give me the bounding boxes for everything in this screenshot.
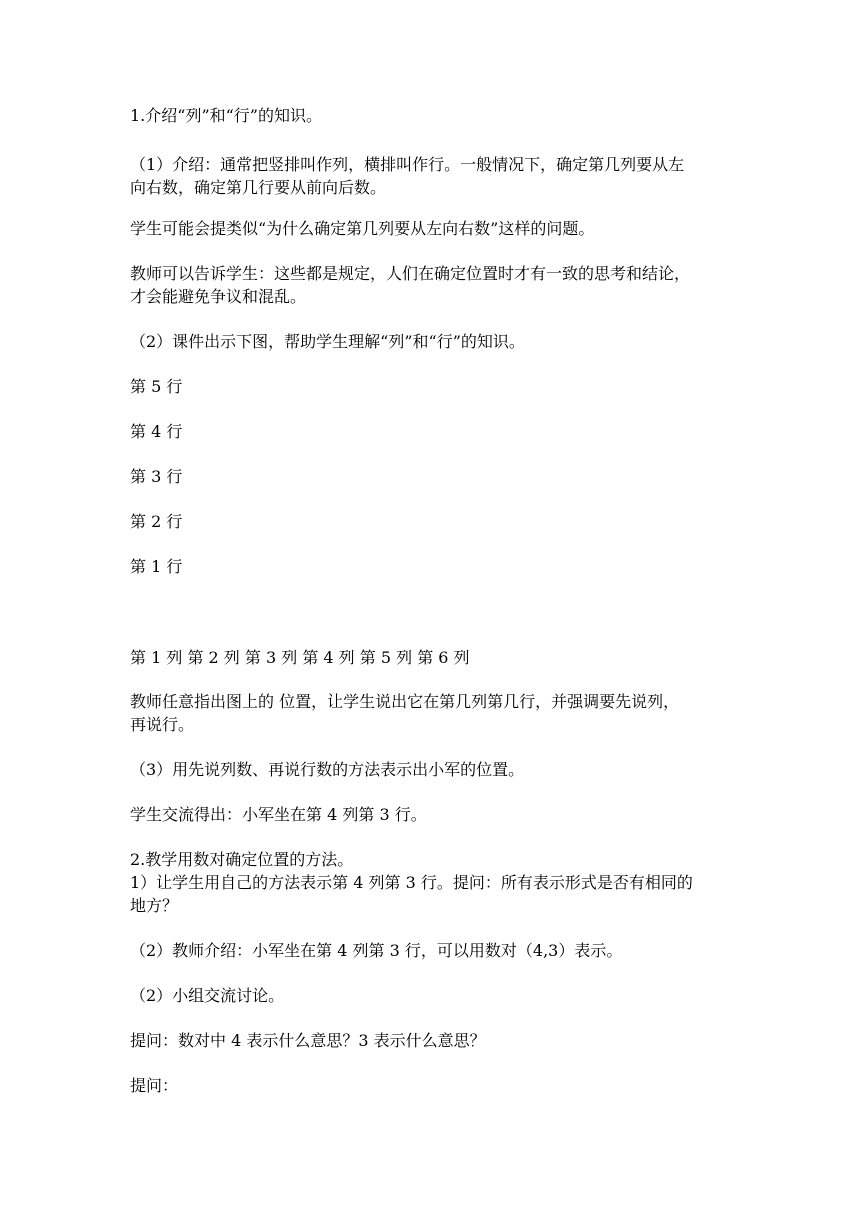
paragraph-student-answer: 学生交流得出：小军坐在第 4 列第 3 行。 (130, 805, 427, 824)
paragraph-own-method-line-1: 1）让学生用自己的方法表示第 4 列第 3 行。提问：所有表示形式是否有相同的 (130, 873, 693, 892)
row-label-4: 第 4 行 (130, 422, 183, 441)
paragraph-teacher-explain-line-1: 教师可以告诉学生：这些都是规定，人们在确定位置时才有一致的思考和结论， (130, 264, 691, 283)
paragraph-number-pair: （2）教师介绍：小军坐在第 4 列第 3 行，可以用数对（4,3）表示。 (130, 941, 623, 960)
paragraph-courseware: （2）课件出示下图，帮助学生理解“列”和“行”的知识。 (130, 332, 525, 351)
paragraph-own-method-line-2: 地方？ (130, 896, 179, 915)
paragraph-question-trailing: 提问： (130, 1076, 179, 1095)
section-2-title: 2.教学用数对确定位置的方法。 (130, 850, 354, 869)
paragraph-group-discussion: （2）小组交流讨论。 (130, 986, 285, 1005)
column-labels: 第 1 列 第 2 列 第 3 列 第 4 列 第 5 列 第 6 列 (130, 648, 470, 667)
paragraph-question-meaning: 提问：数对中 4 表示什么意思？3 表示什么意思？ (130, 1031, 486, 1050)
paragraph-student-question: 学生可能会提类似“为什么确定第几列要从左向右数”这样的问题。 (130, 219, 595, 238)
paragraph-intro-line-1: （1）介绍：通常把竖排叫作列，横排叫作行。一般情况下，确定第几列要从左 (130, 155, 685, 174)
row-label-1: 第 1 行 (130, 557, 183, 576)
row-label-5: 第 5 行 (130, 377, 183, 396)
section-1-title: 1.介绍“列”和“行”的知识。 (130, 106, 322, 125)
paragraph-point-line-1: 教师任意指出图上的 位置，让学生说出它在第几列第几行，并强调要先说列， (130, 692, 680, 711)
row-label-3: 第 3 行 (130, 467, 183, 486)
row-label-2: 第 2 行 (130, 512, 183, 531)
paragraph-intro-line-2: 向右数，确定第几行要从前向后数。 (130, 178, 387, 197)
paragraph-teacher-explain-line-2: 才会能避免争议和混乱。 (130, 287, 307, 306)
paragraph-point-line-2: 再说行。 (130, 715, 195, 734)
paragraph-xiaojun-position: （3）用先说列数、再说行数的方法表示出小军的位置。 (130, 760, 525, 779)
